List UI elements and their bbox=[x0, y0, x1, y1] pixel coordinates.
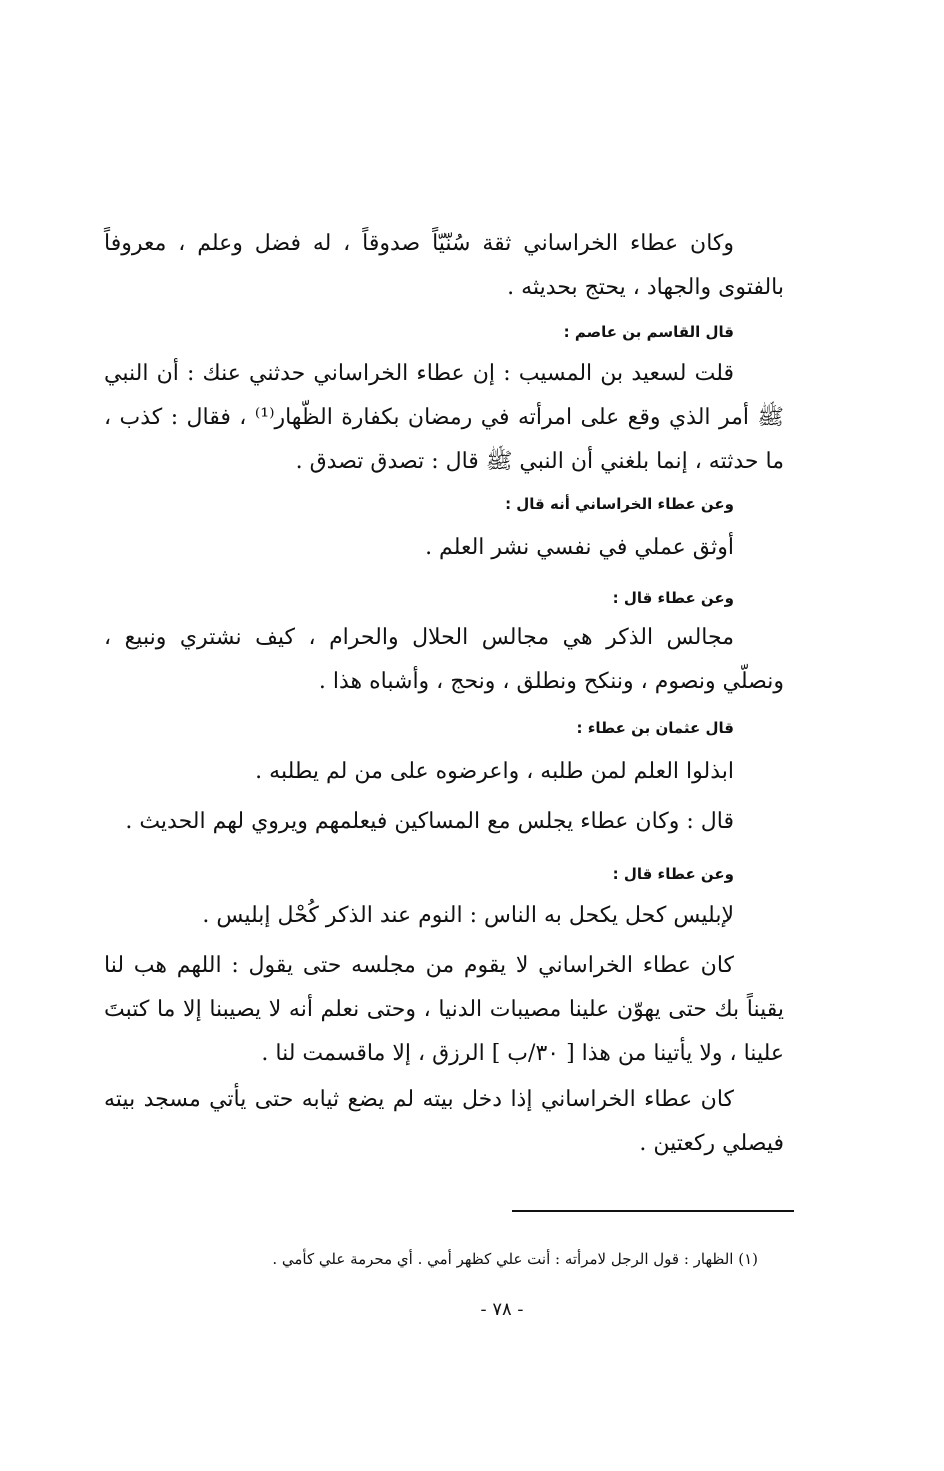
section-heading: قال القاسم بن عاصم : bbox=[563, 323, 734, 341]
paragraph-8 bbox=[104, 944, 784, 1076]
page-number-text: - ٧٨ - bbox=[480, 1299, 524, 1320]
section-heading: قال عثمان بن عطاء : bbox=[576, 719, 734, 737]
paragraph-2 bbox=[104, 352, 784, 484]
paragraph-9 bbox=[104, 1078, 784, 1166]
paragraph-6: قال : وكان عطاء يجلس مع المساكين فيعلمهم ويروي لهم الحديث . bbox=[125, 809, 734, 834]
paragraph-text: مجالس الذكر هي مجالس الحلال والحرام ، كيف نشتري ونبيع ، ونصلّي ونصوم ، وننكح ونطلق ، ونحج ، وأشباه هذا . bbox=[104, 625, 784, 694]
paragraph-text: قلت لسعيد بن المسيب : إن عطاء الخراساني حدثني عنك : أن النبي ﷺ أمر الذي وقع على امرأته في رمضان بكفارة الظّهار⁽¹⁾ ، فقال : كذب ، ما حدثته ، إنما بلغني أن النبي ﷺ قال : تصدق تصدق . bbox=[104, 361, 784, 474]
paragraph-text: كان عطاء الخراساني إذا دخل بيته لم يضع ثيابه حتى يأتي مسجد بيته فيصلي ركعتين . bbox=[104, 1087, 784, 1156]
section-heading: وعن عطاء قال : bbox=[612, 865, 734, 883]
section-heading: وعن عطاء قال : bbox=[612, 589, 734, 607]
paragraph-1 bbox=[104, 222, 784, 310]
footnote-divider bbox=[512, 1210, 794, 1212]
paragraph-7: لإبليس كحل يكحل به الناس : النوم عند الذكر كُحْل إبليس . bbox=[202, 903, 734, 928]
paragraph-5: ابذلوا العلم لمن طلبه ، واعرضوه على من لم يطلبه . bbox=[255, 759, 734, 784]
footnote: (١) الظهار : قول الرجل لامرأته : أنت علي كظهر أمي . أي محرمة علي كأمي . bbox=[272, 1250, 758, 1268]
paragraph-text: كان عطاء الخراساني لا يقوم من مجلسه حتى يقول : اللهم هب لنا يقيناً بك حتى يهوّن علينا مصيبات الدنيا ، وحتى نعلم أنه لا يصيبنا إلا ما كتبتَ علينا ، ولا يأتينا من هذا [ ٣٠/ب ] الرزق ، إلا ماقسمت لنا . bbox=[104, 953, 784, 1066]
page-number bbox=[0, 1298, 944, 1322]
section-heading: وعن عطاء الخراساني أنه قال : bbox=[505, 495, 734, 513]
paragraph-text: وكان عطاء الخراساني ثقة سُنّيّاً صدوقاً ، له فضل وعلم ، معروفاً بالفتوى والجهاد ، يحتج بحديثه . bbox=[104, 231, 784, 300]
paragraph-4 bbox=[104, 616, 784, 704]
paragraph-3: أوثق عملي في نفسي نشر العلم . bbox=[425, 535, 734, 560]
